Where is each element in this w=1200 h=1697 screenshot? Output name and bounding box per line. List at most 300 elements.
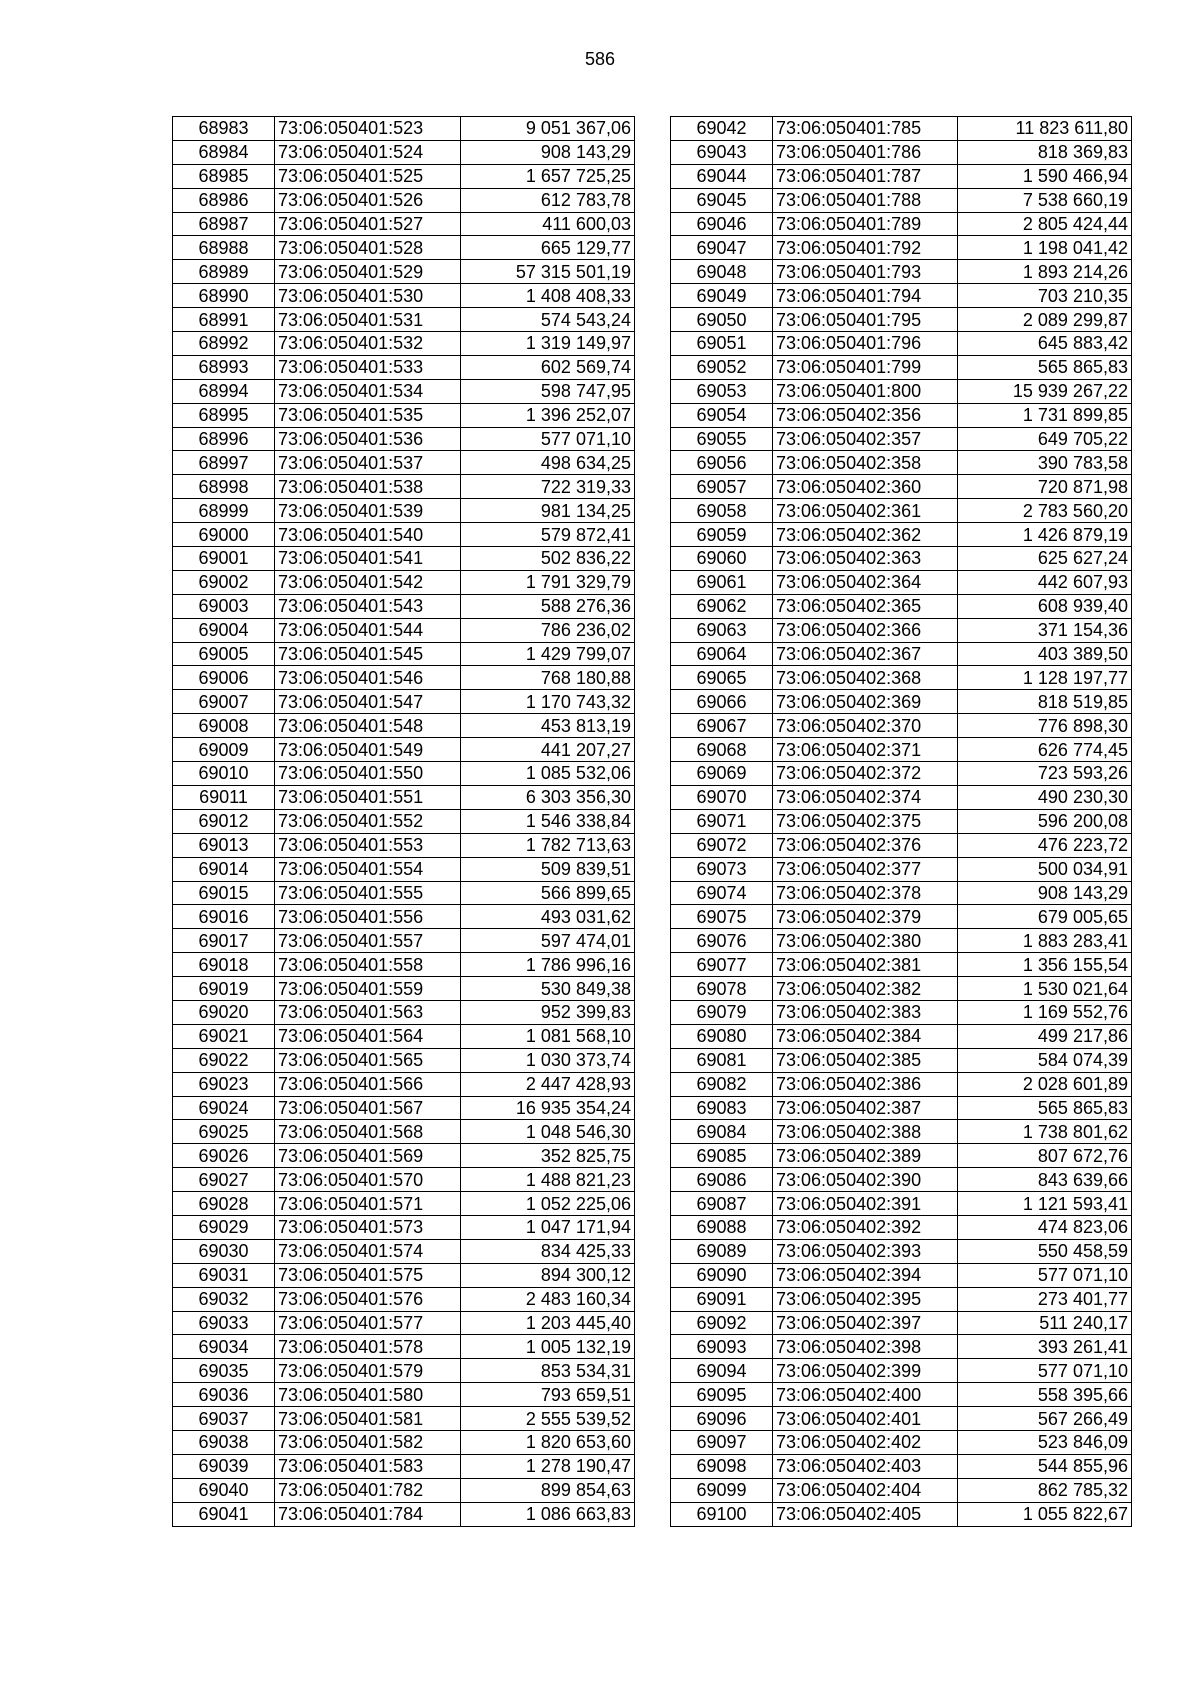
value-cell: 818 519,85 bbox=[958, 690, 1132, 714]
cadastral-number-cell: 73:06:050402:393 bbox=[773, 1239, 958, 1263]
value-cell: 490 230,30 bbox=[958, 785, 1132, 809]
cadastral-number-cell: 73:06:050401:579 bbox=[275, 1359, 461, 1383]
value-cell: 908 143,29 bbox=[958, 881, 1132, 905]
table-row bbox=[173, 666, 635, 690]
table-row bbox=[671, 1072, 1132, 1096]
record-number-cell: 69041 bbox=[173, 1502, 275, 1526]
record-number-cell: 69058 bbox=[671, 499, 773, 523]
cadastral-number-cell: 73:06:050401:543 bbox=[275, 594, 461, 618]
value-cell: 499 217,86 bbox=[958, 1024, 1132, 1048]
record-number-cell: 68991 bbox=[173, 308, 275, 332]
value-cell: 393 261,41 bbox=[958, 1335, 1132, 1359]
value-cell: 577 071,10 bbox=[461, 427, 635, 451]
table-row bbox=[173, 188, 635, 212]
cadastral-number-cell: 73:06:050402:394 bbox=[773, 1263, 958, 1287]
table-row bbox=[173, 762, 635, 786]
record-number-cell: 69007 bbox=[173, 690, 275, 714]
table-row bbox=[671, 1478, 1132, 1502]
table-row bbox=[671, 1335, 1132, 1359]
record-number-cell: 69072 bbox=[671, 833, 773, 857]
cadastral-number-cell: 73:06:050402:403 bbox=[773, 1454, 958, 1478]
cadastral-number-cell: 73:06:050401:533 bbox=[275, 355, 461, 379]
value-cell: 786 236,02 bbox=[461, 618, 635, 642]
table-row bbox=[173, 236, 635, 260]
record-number-cell: 69095 bbox=[671, 1383, 773, 1407]
value-cell: 665 129,77 bbox=[461, 236, 635, 260]
record-number-cell: 68997 bbox=[173, 451, 275, 475]
table-row bbox=[671, 499, 1132, 523]
value-cell: 776 898,30 bbox=[958, 714, 1132, 738]
value-cell: 1 086 663,83 bbox=[461, 1502, 635, 1526]
cadastral-number-cell: 73:06:050401:531 bbox=[275, 308, 461, 332]
table-row bbox=[671, 666, 1132, 690]
value-cell: 1 738 801,62 bbox=[958, 1120, 1132, 1144]
cadastral-number-cell: 73:06:050401:795 bbox=[773, 308, 958, 332]
table-row bbox=[671, 332, 1132, 356]
table-row bbox=[173, 164, 635, 188]
record-number-cell: 69012 bbox=[173, 809, 275, 833]
record-number-cell: 69053 bbox=[671, 379, 773, 403]
table-row bbox=[671, 953, 1132, 977]
cadastral-number-cell: 73:06:050401:578 bbox=[275, 1335, 461, 1359]
cadastral-number-cell: 73:06:050402:356 bbox=[773, 403, 958, 427]
record-number-cell: 68990 bbox=[173, 284, 275, 308]
record-number-cell: 69079 bbox=[671, 1000, 773, 1024]
value-cell: 1 530 021,64 bbox=[958, 977, 1132, 1001]
record-number-cell: 69083 bbox=[671, 1096, 773, 1120]
cadastral-number-cell: 73:06:050401:787 bbox=[773, 164, 958, 188]
value-cell: 598 747,95 bbox=[461, 379, 635, 403]
record-number-cell: 68993 bbox=[173, 355, 275, 379]
cadastral-number-cell: 73:06:050401:527 bbox=[275, 212, 461, 236]
value-cell: 720 871,98 bbox=[958, 475, 1132, 499]
cadastral-number-cell: 73:06:050401:800 bbox=[773, 379, 958, 403]
value-cell: 1 546 338,84 bbox=[461, 809, 635, 833]
record-number-cell: 69024 bbox=[173, 1096, 275, 1120]
table-row bbox=[173, 1215, 635, 1239]
cadastral-number-cell: 73:06:050401:782 bbox=[275, 1478, 461, 1502]
value-cell: 1 128 197,77 bbox=[958, 666, 1132, 690]
table-row bbox=[671, 762, 1132, 786]
value-cell: 1 408 408,33 bbox=[461, 284, 635, 308]
value-cell: 2 805 424,44 bbox=[958, 212, 1132, 236]
table-row bbox=[671, 881, 1132, 905]
cadastral-number-cell: 73:06:050402:399 bbox=[773, 1359, 958, 1383]
value-cell: 7 538 660,19 bbox=[958, 188, 1132, 212]
table-row bbox=[671, 451, 1132, 475]
record-number-cell: 69008 bbox=[173, 714, 275, 738]
table-row bbox=[173, 1239, 635, 1263]
cadastral-number-cell: 73:06:050402:381 bbox=[773, 953, 958, 977]
record-number-cell: 69060 bbox=[671, 547, 773, 571]
cadastral-number-cell: 73:06:050401:554 bbox=[275, 857, 461, 881]
value-cell: 1 055 822,67 bbox=[958, 1502, 1132, 1526]
value-cell: 952 399,83 bbox=[461, 1000, 635, 1024]
value-cell: 15 939 267,22 bbox=[958, 379, 1132, 403]
value-cell: 894 300,12 bbox=[461, 1263, 635, 1287]
value-cell: 908 143,29 bbox=[461, 140, 635, 164]
cadastral-number-cell: 73:06:050401:548 bbox=[275, 714, 461, 738]
cadastral-number-cell: 73:06:050402:376 bbox=[773, 833, 958, 857]
table-row bbox=[671, 1239, 1132, 1263]
value-cell: 1 198 041,42 bbox=[958, 236, 1132, 260]
value-cell: 1 429 799,07 bbox=[461, 642, 635, 666]
cadastral-number-cell: 73:06:050402:380 bbox=[773, 929, 958, 953]
value-cell: 442 607,93 bbox=[958, 570, 1132, 594]
record-number-cell: 69034 bbox=[173, 1335, 275, 1359]
cadastral-number-cell: 73:06:050402:370 bbox=[773, 714, 958, 738]
cadastral-number-cell: 73:06:050401:567 bbox=[275, 1096, 461, 1120]
value-cell: 9 051 367,06 bbox=[461, 117, 635, 141]
value-cell: 768 180,88 bbox=[461, 666, 635, 690]
record-number-cell: 69022 bbox=[173, 1048, 275, 1072]
table-row bbox=[671, 140, 1132, 164]
record-number-cell: 69020 bbox=[173, 1000, 275, 1024]
value-cell: 602 569,74 bbox=[461, 355, 635, 379]
value-cell: 834 425,33 bbox=[461, 1239, 635, 1263]
cadastral-number-cell: 73:06:050401:524 bbox=[275, 140, 461, 164]
table-row bbox=[173, 833, 635, 857]
table-row bbox=[173, 1454, 635, 1478]
value-cell: 57 315 501,19 bbox=[461, 260, 635, 284]
cadastral-number-cell: 73:06:050401:575 bbox=[275, 1263, 461, 1287]
cadastral-number-cell: 73:06:050401:570 bbox=[275, 1168, 461, 1192]
value-cell: 1 426 879,19 bbox=[958, 523, 1132, 547]
record-number-cell: 69023 bbox=[173, 1072, 275, 1096]
value-cell: 649 705,22 bbox=[958, 427, 1132, 451]
cadastral-number-cell: 73:06:050402:361 bbox=[773, 499, 958, 523]
table-row bbox=[671, 1430, 1132, 1454]
record-number-cell: 68989 bbox=[173, 260, 275, 284]
value-cell: 853 534,31 bbox=[461, 1359, 635, 1383]
record-number-cell: 69094 bbox=[671, 1359, 773, 1383]
cadastral-number-cell: 73:06:050401:569 bbox=[275, 1144, 461, 1168]
cadastral-number-cell: 73:06:050402:377 bbox=[773, 857, 958, 881]
cadastral-number-cell: 73:06:050402:360 bbox=[773, 475, 958, 499]
table-row bbox=[671, 1359, 1132, 1383]
record-number-cell: 68984 bbox=[173, 140, 275, 164]
table-row bbox=[173, 714, 635, 738]
cadastral-number-cell: 73:06:050401:550 bbox=[275, 762, 461, 786]
value-cell: 6 303 356,30 bbox=[461, 785, 635, 809]
value-cell: 2 089 299,87 bbox=[958, 308, 1132, 332]
value-cell: 273 401,77 bbox=[958, 1287, 1132, 1311]
cadastral-number-cell: 73:06:050402:379 bbox=[773, 905, 958, 929]
cadastral-number-cell: 73:06:050401:565 bbox=[275, 1048, 461, 1072]
record-number-cell: 69055 bbox=[671, 427, 773, 451]
record-number-cell: 69049 bbox=[671, 284, 773, 308]
value-cell: 625 627,24 bbox=[958, 547, 1132, 571]
record-number-cell: 69052 bbox=[671, 355, 773, 379]
cadastral-number-cell: 73:06:050402:378 bbox=[773, 881, 958, 905]
cadastral-number-cell: 73:06:050401:535 bbox=[275, 403, 461, 427]
value-cell: 608 939,40 bbox=[958, 594, 1132, 618]
cadastral-number-cell: 73:06:050401:558 bbox=[275, 953, 461, 977]
record-number-cell: 69006 bbox=[173, 666, 275, 690]
value-cell: 502 836,22 bbox=[461, 547, 635, 571]
record-number-cell: 68986 bbox=[173, 188, 275, 212]
cadastral-number-cell: 73:06:050402:402 bbox=[773, 1430, 958, 1454]
value-cell: 371 154,36 bbox=[958, 618, 1132, 642]
table-row bbox=[173, 332, 635, 356]
table-row bbox=[173, 140, 635, 164]
record-number-cell: 69057 bbox=[671, 475, 773, 499]
table-row bbox=[173, 1502, 635, 1526]
record-number-cell: 69082 bbox=[671, 1072, 773, 1096]
cadastral-number-cell: 73:06:050401:786 bbox=[773, 140, 958, 164]
record-number-cell: 69005 bbox=[173, 642, 275, 666]
value-cell: 626 774,45 bbox=[958, 738, 1132, 762]
cadastral-number-cell: 73:06:050402:389 bbox=[773, 1144, 958, 1168]
value-cell: 723 593,26 bbox=[958, 762, 1132, 786]
record-number-cell: 69100 bbox=[671, 1502, 773, 1526]
record-number-cell: 69084 bbox=[671, 1120, 773, 1144]
cadastral-number-cell: 73:06:050401:545 bbox=[275, 642, 461, 666]
record-number-cell: 69062 bbox=[671, 594, 773, 618]
cadastral-number-cell: 73:06:050401:582 bbox=[275, 1430, 461, 1454]
value-cell: 584 074,39 bbox=[958, 1048, 1132, 1072]
value-cell: 862 785,32 bbox=[958, 1478, 1132, 1502]
cadastral-number-cell: 73:06:050402:400 bbox=[773, 1383, 958, 1407]
value-cell: 493 031,62 bbox=[461, 905, 635, 929]
table-row bbox=[671, 618, 1132, 642]
record-number-cell: 69073 bbox=[671, 857, 773, 881]
record-number-cell: 69018 bbox=[173, 953, 275, 977]
cadastral-number-cell: 73:06:050401:574 bbox=[275, 1239, 461, 1263]
record-number-cell: 69088 bbox=[671, 1215, 773, 1239]
table-row bbox=[173, 427, 635, 451]
table-row bbox=[671, 570, 1132, 594]
table-row bbox=[173, 809, 635, 833]
cadastral-number-cell: 73:06:050401:799 bbox=[773, 355, 958, 379]
value-cell: 474 823,06 bbox=[958, 1215, 1132, 1239]
cadastral-number-cell: 73:06:050402:367 bbox=[773, 642, 958, 666]
value-cell: 1 657 725,25 bbox=[461, 164, 635, 188]
value-cell: 597 474,01 bbox=[461, 929, 635, 953]
value-cell: 1 731 899,85 bbox=[958, 403, 1132, 427]
value-cell: 1 052 225,06 bbox=[461, 1192, 635, 1216]
table-row bbox=[671, 1454, 1132, 1478]
table-row bbox=[173, 1383, 635, 1407]
record-number-cell: 69087 bbox=[671, 1192, 773, 1216]
table-row bbox=[173, 117, 635, 141]
value-cell: 577 071,10 bbox=[958, 1359, 1132, 1383]
record-number-cell: 69003 bbox=[173, 594, 275, 618]
record-number-cell: 69096 bbox=[671, 1407, 773, 1431]
table-row bbox=[173, 953, 635, 977]
record-number-cell: 69061 bbox=[671, 570, 773, 594]
table-row bbox=[671, 1502, 1132, 1526]
cadastral-number-cell: 73:06:050402:358 bbox=[773, 451, 958, 475]
value-cell: 1 170 743,32 bbox=[461, 690, 635, 714]
table-row bbox=[671, 188, 1132, 212]
cadastral-number-cell: 73:06:050401:566 bbox=[275, 1072, 461, 1096]
value-cell: 588 276,36 bbox=[461, 594, 635, 618]
cadastral-number-cell: 73:06:050402:372 bbox=[773, 762, 958, 786]
value-cell: 509 839,51 bbox=[461, 857, 635, 881]
value-cell: 807 672,76 bbox=[958, 1144, 1132, 1168]
value-cell: 2 555 539,52 bbox=[461, 1407, 635, 1431]
value-cell: 558 395,66 bbox=[958, 1383, 1132, 1407]
value-cell: 498 634,25 bbox=[461, 451, 635, 475]
table-row bbox=[671, 714, 1132, 738]
cadastral-number-cell: 73:06:050402:363 bbox=[773, 547, 958, 571]
cadastral-number-cell: 73:06:050401:568 bbox=[275, 1120, 461, 1144]
cadastral-number-cell: 73:06:050401:544 bbox=[275, 618, 461, 642]
record-number-cell: 69080 bbox=[671, 1024, 773, 1048]
record-number-cell: 69098 bbox=[671, 1454, 773, 1478]
record-number-cell: 69090 bbox=[671, 1263, 773, 1287]
cadastral-number-cell: 73:06:050402:404 bbox=[773, 1478, 958, 1502]
cadastral-number-cell: 73:06:050401:538 bbox=[275, 475, 461, 499]
value-cell: 1 883 283,41 bbox=[958, 929, 1132, 953]
table-row bbox=[173, 1335, 635, 1359]
record-number-cell: 69000 bbox=[173, 523, 275, 547]
table-row bbox=[671, 738, 1132, 762]
value-cell: 11 823 611,80 bbox=[958, 117, 1132, 141]
cadastral-number-cell: 73:06:050402:357 bbox=[773, 427, 958, 451]
value-cell: 818 369,83 bbox=[958, 140, 1132, 164]
value-cell: 453 813,19 bbox=[461, 714, 635, 738]
value-cell: 899 854,63 bbox=[461, 1478, 635, 1502]
cadastral-number-cell: 73:06:050401:536 bbox=[275, 427, 461, 451]
cadastral-number-cell: 73:06:050401:580 bbox=[275, 1383, 461, 1407]
record-number-cell: 69029 bbox=[173, 1215, 275, 1239]
table-row bbox=[671, 1048, 1132, 1072]
value-cell: 567 266,49 bbox=[958, 1407, 1132, 1431]
record-number-cell: 68985 bbox=[173, 164, 275, 188]
value-cell: 1 203 445,40 bbox=[461, 1311, 635, 1335]
table-row bbox=[173, 570, 635, 594]
record-number-cell: 68999 bbox=[173, 499, 275, 523]
record-number-cell: 69021 bbox=[173, 1024, 275, 1048]
record-number-cell: 69081 bbox=[671, 1048, 773, 1072]
table-row bbox=[671, 1407, 1132, 1431]
table-row bbox=[671, 403, 1132, 427]
table-row bbox=[671, 594, 1132, 618]
cadastral-number-cell: 73:06:050402:387 bbox=[773, 1096, 958, 1120]
value-cell: 722 319,33 bbox=[461, 475, 635, 499]
cadastral-number-cell: 73:06:050401:549 bbox=[275, 738, 461, 762]
value-cell: 544 855,96 bbox=[958, 1454, 1132, 1478]
table-row bbox=[671, 785, 1132, 809]
value-cell: 1 356 155,54 bbox=[958, 953, 1132, 977]
record-number-cell: 69099 bbox=[671, 1478, 773, 1502]
record-number-cell: 69017 bbox=[173, 929, 275, 953]
cadastral-number-cell: 73:06:050401:547 bbox=[275, 690, 461, 714]
record-number-cell: 68995 bbox=[173, 403, 275, 427]
record-number-cell: 69067 bbox=[671, 714, 773, 738]
record-number-cell: 69043 bbox=[671, 140, 773, 164]
table-row bbox=[173, 881, 635, 905]
record-number-cell: 69076 bbox=[671, 929, 773, 953]
table-row bbox=[671, 284, 1132, 308]
cadastral-number-cell: 73:06:050401:794 bbox=[773, 284, 958, 308]
value-cell: 1 047 171,94 bbox=[461, 1215, 635, 1239]
cadastral-number-cell: 73:06:050402:388 bbox=[773, 1120, 958, 1144]
value-cell: 793 659,51 bbox=[461, 1383, 635, 1407]
value-cell: 565 865,83 bbox=[958, 1096, 1132, 1120]
record-number-cell: 69097 bbox=[671, 1430, 773, 1454]
cadastral-number-cell: 73:06:050401:529 bbox=[275, 260, 461, 284]
record-number-cell: 69077 bbox=[671, 953, 773, 977]
table-row bbox=[173, 547, 635, 571]
register-table-right bbox=[670, 116, 1132, 1527]
cadastral-number-cell: 73:06:050402:397 bbox=[773, 1311, 958, 1335]
table-row bbox=[173, 738, 635, 762]
cadastral-number-cell: 73:06:050401:576 bbox=[275, 1287, 461, 1311]
value-cell: 441 207,27 bbox=[461, 738, 635, 762]
record-number-cell: 69069 bbox=[671, 762, 773, 786]
record-number-cell: 69037 bbox=[173, 1407, 275, 1431]
table-row bbox=[671, 475, 1132, 499]
record-number-cell: 69054 bbox=[671, 403, 773, 427]
value-cell: 1 319 149,97 bbox=[461, 332, 635, 356]
cadastral-number-cell: 73:06:050402:366 bbox=[773, 618, 958, 642]
record-number-cell: 69078 bbox=[671, 977, 773, 1001]
value-cell: 645 883,42 bbox=[958, 332, 1132, 356]
record-number-cell: 69092 bbox=[671, 1311, 773, 1335]
value-cell: 1 782 713,63 bbox=[461, 833, 635, 857]
record-number-cell: 69044 bbox=[671, 164, 773, 188]
table-row bbox=[671, 690, 1132, 714]
table-row bbox=[671, 164, 1132, 188]
value-cell: 1 085 532,06 bbox=[461, 762, 635, 786]
value-cell: 565 865,83 bbox=[958, 355, 1132, 379]
cadastral-number-cell: 73:06:050402:365 bbox=[773, 594, 958, 618]
record-number-cell: 68983 bbox=[173, 117, 275, 141]
register-table-left bbox=[172, 116, 635, 1527]
table-row bbox=[173, 451, 635, 475]
value-cell: 596 200,08 bbox=[958, 809, 1132, 833]
value-cell: 530 849,38 bbox=[461, 977, 635, 1001]
table-row bbox=[671, 1215, 1132, 1239]
cadastral-number-cell: 73:06:050402:369 bbox=[773, 690, 958, 714]
cadastral-number-cell: 73:06:050402:368 bbox=[773, 666, 958, 690]
value-cell: 1 005 132,19 bbox=[461, 1335, 635, 1359]
table-row bbox=[173, 642, 635, 666]
table-row bbox=[173, 1072, 635, 1096]
table-row bbox=[173, 475, 635, 499]
table-row bbox=[671, 212, 1132, 236]
cadastral-number-cell: 73:06:050401:573 bbox=[275, 1215, 461, 1239]
value-cell: 16 935 354,24 bbox=[461, 1096, 635, 1120]
record-number-cell: 69009 bbox=[173, 738, 275, 762]
record-number-cell: 69066 bbox=[671, 690, 773, 714]
cadastral-number-cell: 73:06:050402:392 bbox=[773, 1215, 958, 1239]
value-cell: 1 048 546,30 bbox=[461, 1120, 635, 1144]
table-row bbox=[173, 785, 635, 809]
table-row bbox=[173, 308, 635, 332]
table-row bbox=[671, 642, 1132, 666]
cadastral-number-cell: 73:06:050401:530 bbox=[275, 284, 461, 308]
table-row bbox=[173, 857, 635, 881]
cadastral-number-cell: 73:06:050401:564 bbox=[275, 1024, 461, 1048]
table-row bbox=[173, 1430, 635, 1454]
table-row bbox=[173, 403, 635, 427]
table-row bbox=[173, 284, 635, 308]
table-row bbox=[173, 1407, 635, 1431]
table-row bbox=[671, 1168, 1132, 1192]
cadastral-number-cell: 73:06:050401:793 bbox=[773, 260, 958, 284]
record-number-cell: 69033 bbox=[173, 1311, 275, 1335]
value-cell: 1 396 252,07 bbox=[461, 403, 635, 427]
cadastral-number-cell: 73:06:050402:375 bbox=[773, 809, 958, 833]
record-number-cell: 69048 bbox=[671, 260, 773, 284]
record-number-cell: 68998 bbox=[173, 475, 275, 499]
table-row bbox=[173, 1478, 635, 1502]
table-row bbox=[671, 1192, 1132, 1216]
